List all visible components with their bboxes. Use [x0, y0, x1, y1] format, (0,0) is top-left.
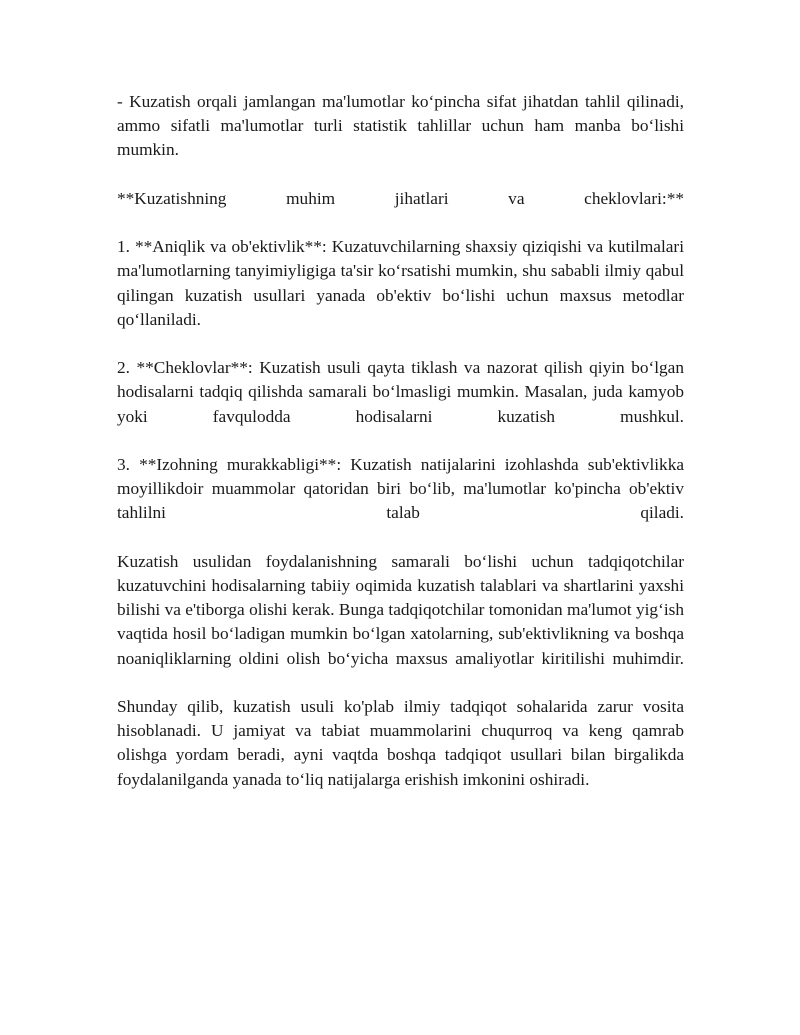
paragraph-data-quality: - Kuzatish orqali jamlangan ma'lumotlar koʻpincha sifat jihatdan tahlil qilinadi, ammo sifatli ma'lumotlar turli statistik tahlillar uchun ham manba boʻlishi mumkin.	[117, 92, 684, 160]
paragraph-effective-use: Kuzatish usulidan foydalanishning samarali boʻlishi uchun tadqiqotchilar kuzatuvchini hodisalarning tabiiy oqimida kuzatish talablari va shartlarini yaxshi bilishi va e'tiborga olishi kerak. Bunga tadqiqotchilar tomonidan ma'lumot yigʻish vaqtida hosil boʻladigan mumkin boʻlgan xatolarning, sub'ektivlikning va boshqa noaniqliklarning oldini olish boʻyicha maxsus amaliyotlar kiritilishi muhimdir.	[117, 551, 684, 668]
paragraph-conclusion: Shunday qilib, kuzatish usuli ko'plab ilmiy tadqiqot sohalarida zarur vosita hisoblanadi. U jamiyat va tabiat muammolarini chuqurroq va keng qamrab olishga yordam beradi, ayni vaqtda boshqa tadqiqot usullari bilan birgalikda foydalanilganda yanada toʻliq natijalarga erishish imkonini oshiradi.	[117, 696, 684, 789]
list-item-accuracy: 1. **Aniqlik va ob'ektivlik**: Kuzatuvchilarning shaxsiy qiziqishi va kutilmalari ma'lumotlarning tanyimiyligiga ta'sir koʻrsatishi mumkin, shu sababli ilmiy qabul qilingan kuzatish usullari yanada ob'ektiv boʻlishi uchun maxsus metodlar qoʻllaniladi.	[117, 237, 684, 329]
document-page	[117, 90, 684, 816]
list-item-interpretation: 3. **Izohning murakkabligi**: Kuzatish natijalarini izohlashda sub'ektivlikka moyillikdoir muammolar qatoridan biri boʻlib, ma'lumotlar ko'pincha ob'ektiv tahlilni talab qiladi.	[117, 454, 684, 523]
section-heading: **Kuzatishning muhim jihatlari va cheklovlari:**	[117, 188, 684, 208]
list-item-limitations: 2. **Cheklovlar**: Kuzatish usuli qayta tiklash va nazorat qilish qiyin boʻlgan hodisalarni tadqiq qilishda samarali boʻlmasligi mumkin. Masalan, juda kamyob yoki favqulodda hodisalarni kuzatish mushkul.	[117, 358, 684, 426]
